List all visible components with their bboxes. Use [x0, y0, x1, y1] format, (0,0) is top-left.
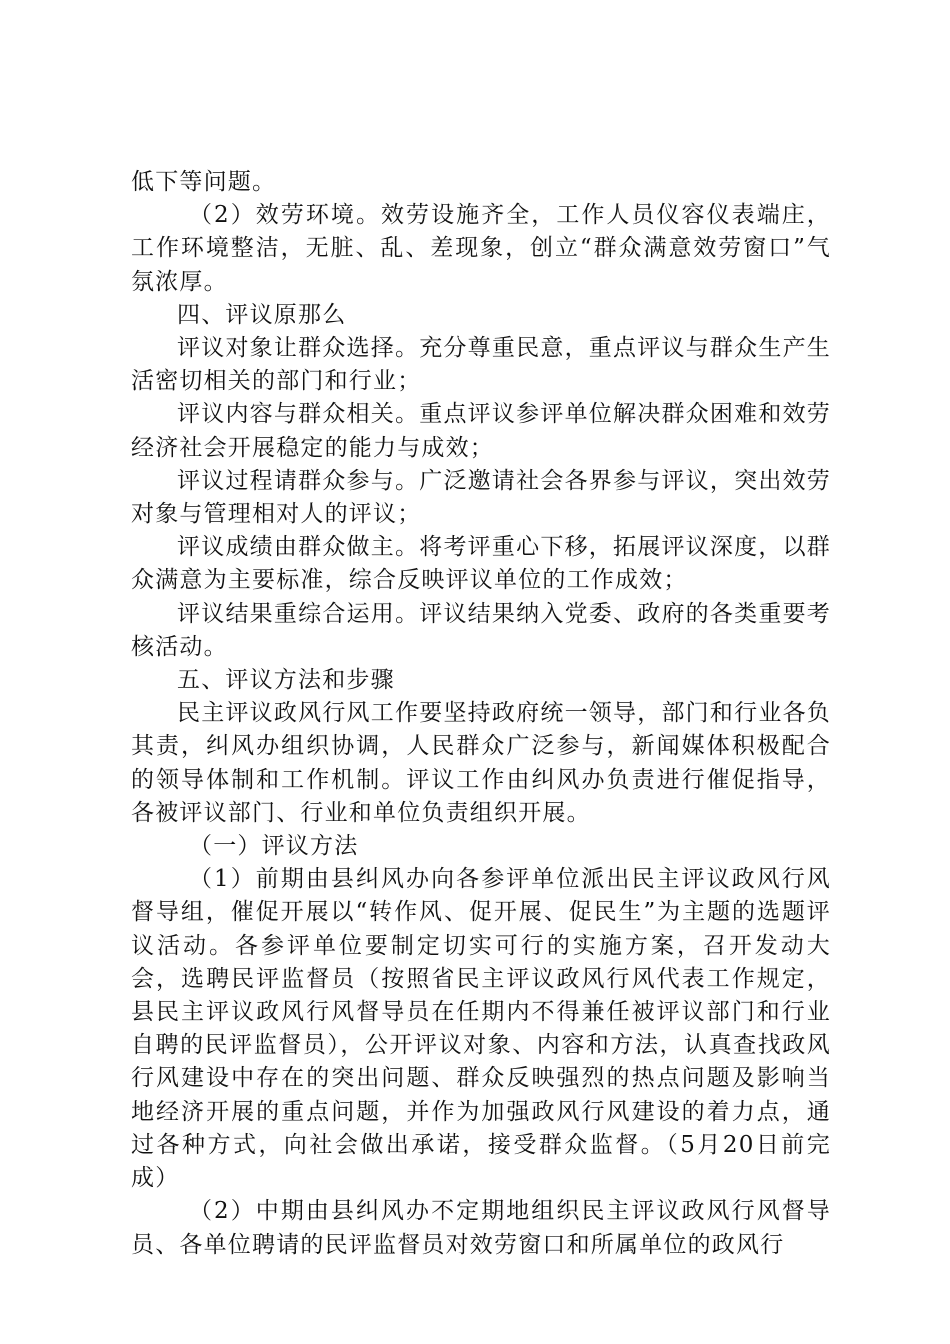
paragraph: 评议过程请群众参与。广泛邀请社会各界参与评议，突出效劳对象与管理相对人的评议；: [131, 467, 831, 528]
paragraph: 评议内容与群众相关。重点评议参评单位解决群众困难和效劳经济社会开展稳定的能力与成效；: [131, 401, 831, 461]
paragraph: 评议对象让群众选择。充分尊重民意，重点评议与群众生产生活密切相关的部门和行业；: [131, 335, 831, 395]
paragraph: （1）前期由县纠风办向各参评单位派出民主评议政风行风督导组，催促开展以“转作风、促开展、促民生”为主题的选题评议活动。各参评单位要制定切实可行的实施方案，召开发动大会，选聘民评监督员（按照省民主评议政风行风代表工作规定，县民主评议政风行风督导员在任期内不得兼任被评议部门和行业自聘的民评监督员），公开评议对象、内容和方法，认真查找政风行风建设中存在的突出问题、群众反映强烈的热点问题及影响当地经济开展的重点问题，并作为加强政风行风建设的着力点，通过各种方式，向社会做出承诺，接受群众监督。（5月20日前完成）: [131, 866, 831, 1192]
paragraph: （2）中期由县纠风办不定期地组织民主评议政风行风督导员、各单位聘请的民评监督员对效劳窗口和所属单位的政风行: [131, 1198, 831, 1258]
section-heading: 五、评议方法和步骤: [177, 667, 395, 694]
paragraph: 低下等问题。: [131, 169, 277, 195]
document-body: [131, 166, 831, 1262]
paragraph: 民主评议政风行风工作要坚持政府统一领导，部门和行业各负其责，纠风办组织协调，人民群众广泛参与，新闻媒体积极配合的领导体制和工作机制。评议工作由纠风办负责进行催促指导，各被评议部门、行业和单位负责组织开展。: [131, 700, 831, 826]
paragraph: （2）效劳环境。效劳设施齐全，工作人员仪容仪表端庄，工作环境整洁，无脏、乱、差现象，创立“群众满意效劳窗口”气氛浓厚。: [131, 202, 831, 295]
section-heading: 四、评议原那么: [177, 301, 347, 328]
paragraph: 评议结果重综合运用。评议结果纳入党委、政府的各类重要考核活动。: [131, 600, 831, 660]
paragraph: 评议成绩由群众做主。将考评重心下移，拓展评议深度，以群众满意为主要标准，综合反映评议单位的工作成效；: [131, 534, 831, 594]
subsection-heading: （一）评议方法: [189, 833, 359, 860]
